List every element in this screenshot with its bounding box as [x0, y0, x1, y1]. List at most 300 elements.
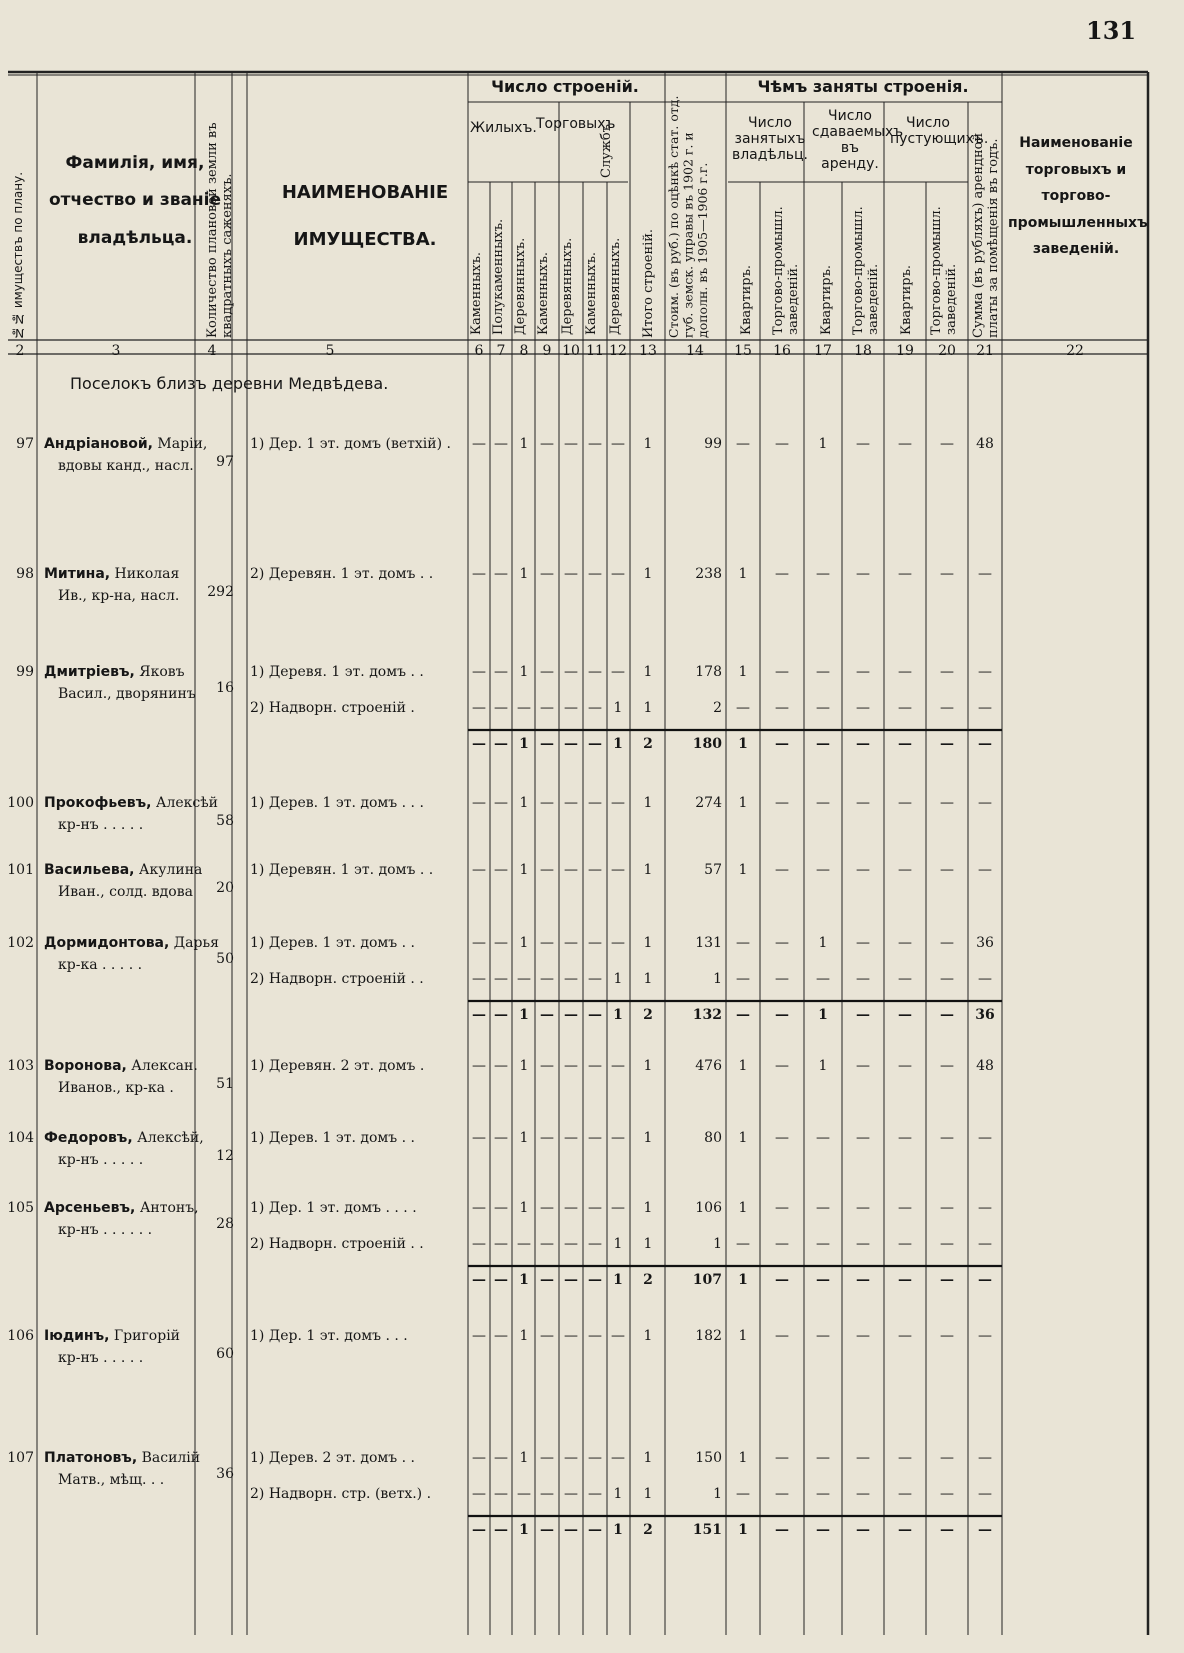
- column-number: 8: [519, 343, 529, 359]
- data-cell: —: [611, 436, 625, 452]
- header-rented: Число сдаваемыхъ въ аренду.: [812, 108, 904, 173]
- column-number: 20: [938, 343, 956, 359]
- total-cell: 1: [519, 1007, 529, 1023]
- data-cell: —: [564, 935, 578, 951]
- land-area: 16: [216, 680, 234, 696]
- data-cell: —: [816, 1236, 830, 1252]
- data-cell: —: [611, 1450, 625, 1466]
- land-area: 12: [216, 1148, 234, 1164]
- header-col17: Квартиръ.: [819, 264, 834, 335]
- data-cell: —: [978, 1130, 992, 1146]
- data-cell: —: [494, 1236, 508, 1252]
- data-cell: —: [494, 1450, 508, 1466]
- data-cell: —: [540, 971, 554, 987]
- data-cell: 1: [519, 664, 529, 680]
- total-cell: —: [775, 1007, 789, 1023]
- owner-given: Маріи,: [152, 436, 208, 452]
- data-cell: 1: [519, 436, 529, 452]
- value-rub: 1: [713, 971, 722, 987]
- data-cell: —: [775, 1130, 789, 1146]
- land-area: 58: [216, 813, 234, 829]
- data-cell: —: [898, 1236, 912, 1252]
- data-cell: —: [564, 1130, 578, 1146]
- data-cell: 1: [818, 436, 828, 452]
- data-cell: —: [856, 700, 870, 716]
- owner-surname: Арсеньевъ,: [44, 1200, 136, 1216]
- data-cell: 1: [738, 1200, 748, 1216]
- value-rub: 238: [695, 566, 722, 582]
- data-cell: —: [940, 1236, 954, 1252]
- data-cell: —: [856, 1200, 870, 1216]
- data-cell: —: [564, 664, 578, 680]
- data-cell: —: [472, 1236, 486, 1252]
- data-cell: —: [564, 566, 578, 582]
- data-cell: —: [940, 935, 954, 951]
- data-cell: —: [856, 1058, 870, 1074]
- owner-name: [44, 566, 179, 582]
- data-cell: —: [540, 1486, 554, 1502]
- owner-title: кр-нъ . . . . .: [58, 1350, 144, 1366]
- data-cell: —: [611, 1130, 625, 1146]
- data-cell: —: [898, 700, 912, 716]
- value-rub: 182: [695, 1328, 722, 1344]
- data-cell: —: [816, 664, 830, 680]
- data-cell: —: [940, 1200, 954, 1216]
- property-name: 1) Дер. 1 эт. домъ (ветхій) .: [250, 436, 451, 452]
- header-empty: Число пустующихъ.: [890, 115, 989, 148]
- header-land-area: Количество плановой земли въ квадратныхъ саженяхъ.: [205, 122, 235, 338]
- owner-surname: Андріановой,: [44, 436, 153, 452]
- data-cell: —: [472, 1450, 486, 1466]
- column-number: 16: [773, 343, 791, 359]
- section-title: Поселокъ близъ деревни Медвѣдева.: [70, 374, 389, 393]
- data-cell: —: [816, 862, 830, 878]
- data-cell: 1: [519, 862, 529, 878]
- data-cell: —: [540, 1058, 554, 1074]
- data-cell: 1: [818, 1058, 828, 1074]
- data-cell: 1: [643, 1450, 653, 1466]
- data-cell: —: [472, 700, 486, 716]
- data-cell: 1: [738, 795, 748, 811]
- plan-number: 97: [16, 436, 34, 452]
- header-service: Службъ.: [599, 119, 614, 178]
- plan-number: 103: [7, 1058, 34, 1074]
- data-cell: —: [540, 862, 554, 878]
- total-value: 132: [692, 1007, 722, 1023]
- plan-number: 100: [7, 795, 34, 811]
- total-cell: —: [898, 1522, 912, 1538]
- property-name: 1) Дер. 1 эт. домъ . . .: [250, 1328, 408, 1344]
- data-cell: 1: [613, 1486, 623, 1502]
- data-cell: 48: [976, 1058, 994, 1074]
- header-col18: Торгово-промышл. заведеній.: [851, 206, 881, 335]
- value-rub: 80: [704, 1130, 722, 1146]
- total-cell: —: [494, 736, 508, 752]
- data-cell: —: [540, 1328, 554, 1344]
- data-cell: —: [978, 664, 992, 680]
- total-cell: —: [564, 1007, 578, 1023]
- data-cell: —: [540, 795, 554, 811]
- property-name: 2) Надворн. стр. (ветх.) .: [250, 1486, 432, 1502]
- data-cell: —: [898, 795, 912, 811]
- column-number: 10: [562, 343, 580, 359]
- header-col21: Сумма (въ рубляхъ) арендной платы за помѣщенія въ годъ.: [971, 132, 1001, 338]
- data-cell: —: [856, 1486, 870, 1502]
- total-cell: 1: [613, 1272, 623, 1288]
- data-cell: —: [494, 1486, 508, 1502]
- total-cell: —: [472, 1522, 486, 1538]
- data-cell: —: [736, 1236, 750, 1252]
- owner-title: Иван., солд. вдова: [58, 884, 193, 900]
- value-rub: 178: [695, 664, 722, 680]
- data-cell: —: [472, 862, 486, 878]
- data-cell: —: [564, 1236, 578, 1252]
- total-cell: —: [978, 1272, 992, 1288]
- data-cell: 1: [643, 566, 653, 582]
- column-number: 12: [609, 343, 627, 359]
- data-cell: —: [494, 1328, 508, 1344]
- header-col15: Квартиръ.: [739, 264, 754, 335]
- data-cell: —: [564, 1058, 578, 1074]
- data-cell: —: [816, 971, 830, 987]
- data-cell: 1: [519, 1058, 529, 1074]
- total-cell: 1: [613, 1007, 623, 1023]
- data-cell: 1: [818, 935, 828, 951]
- data-cell: —: [588, 664, 602, 680]
- data-cell: —: [816, 1328, 830, 1344]
- data-cell: —: [564, 436, 578, 452]
- data-cell: —: [898, 1200, 912, 1216]
- data-cell: —: [775, 1236, 789, 1252]
- plan-number: 102: [7, 935, 34, 951]
- data-cell: —: [856, 1130, 870, 1146]
- header-col13: Итого строеній.: [641, 228, 656, 338]
- owner-name: [44, 1200, 199, 1216]
- data-cell: 1: [738, 566, 748, 582]
- data-cell: —: [588, 1236, 602, 1252]
- owner-name: [44, 1450, 200, 1466]
- column-number: 6: [474, 343, 484, 359]
- total-cell: —: [856, 1272, 870, 1288]
- data-cell: —: [611, 935, 625, 951]
- data-cell: 1: [643, 1058, 653, 1074]
- data-cell: —: [540, 1200, 554, 1216]
- total-cell: —: [856, 1522, 870, 1538]
- owner-name: [44, 935, 219, 951]
- data-cell: —: [540, 664, 554, 680]
- data-cell: —: [898, 1328, 912, 1344]
- data-cell: —: [494, 795, 508, 811]
- data-cell: —: [856, 1328, 870, 1344]
- data-cell: 1: [643, 971, 653, 987]
- land-area: 51: [216, 1076, 234, 1092]
- data-cell: —: [472, 935, 486, 951]
- column-number: 22: [1066, 343, 1084, 359]
- header-col22: Наименованіе торговыхъ и торгово-промышленныхъ заведеній.: [1008, 135, 1148, 258]
- owner-given: Антонъ,: [135, 1200, 199, 1216]
- total-cell: 1: [738, 1272, 748, 1288]
- data-cell: 1: [613, 1236, 623, 1252]
- plan-number: 98: [16, 566, 34, 582]
- owner-title: Иванов., кр-ка .: [58, 1080, 174, 1096]
- value-rub: 2: [713, 700, 722, 716]
- value-rub: 274: [695, 795, 722, 811]
- data-cell: —: [940, 700, 954, 716]
- data-cell: 1: [738, 1130, 748, 1146]
- plan-number: 101: [7, 862, 34, 878]
- land-area: 50: [216, 951, 234, 967]
- data-cell: —: [940, 566, 954, 582]
- property-name: 1) Деревя. 1 эт. домъ . .: [250, 664, 424, 680]
- total-cell: —: [564, 736, 578, 752]
- data-cell: —: [564, 1328, 578, 1344]
- data-cell: —: [775, 795, 789, 811]
- data-cell: 36: [976, 935, 994, 951]
- owner-surname: Дормидонтова,: [44, 935, 170, 951]
- data-cell: 1: [519, 1200, 529, 1216]
- owner-surname: Воронова,: [44, 1058, 127, 1074]
- plan-number: 105: [7, 1200, 34, 1216]
- owner-given: Яковъ: [134, 664, 185, 680]
- header-col9: Каменныхъ.: [536, 251, 551, 335]
- total-cell: 1: [519, 1272, 529, 1288]
- property-name: 1) Деревян. 2 эт. домъ .: [250, 1058, 425, 1074]
- owner-given: Василій: [137, 1450, 201, 1466]
- value-rub: 1: [713, 1236, 722, 1252]
- data-cell: —: [564, 971, 578, 987]
- column-number: 19: [896, 343, 914, 359]
- data-cell: —: [940, 971, 954, 987]
- data-cell: —: [736, 700, 750, 716]
- owner-given: Алексѣй: [151, 795, 219, 811]
- data-cell: —: [856, 1450, 870, 1466]
- data-cell: —: [588, 1486, 602, 1502]
- data-cell: —: [494, 566, 508, 582]
- data-cell: —: [775, 1058, 789, 1074]
- column-number: 2: [15, 343, 25, 359]
- total-cell: —: [494, 1007, 508, 1023]
- header-col12: Деревянныхъ.: [608, 237, 623, 335]
- data-cell: —: [611, 1328, 625, 1344]
- column-number: 5: [325, 343, 335, 359]
- property-name: 2) Надворн. строеній .: [250, 700, 415, 716]
- owner-surname: Митина,: [44, 566, 111, 582]
- column-number: 3: [111, 343, 121, 359]
- data-cell: —: [564, 1486, 578, 1502]
- data-cell: —: [898, 862, 912, 878]
- property-name: 1) Дерев. 1 эт. домъ . .: [250, 1130, 416, 1146]
- total-cell: —: [494, 1272, 508, 1288]
- data-cell: —: [611, 1200, 625, 1216]
- data-cell: —: [940, 795, 954, 811]
- property-name: 1) Дерев. 1 эт. домъ . . .: [250, 795, 424, 811]
- owner-title: Васил., дворянинъ: [58, 686, 196, 702]
- owner-surname: Платоновъ,: [44, 1450, 138, 1466]
- data-cell: —: [978, 862, 992, 878]
- owner-name: [44, 795, 218, 811]
- data-cell: —: [564, 862, 578, 878]
- value-rub: 57: [704, 862, 722, 878]
- column-number: 4: [207, 343, 217, 359]
- data-cell: 1: [643, 700, 653, 716]
- data-cell: —: [940, 1450, 954, 1466]
- total-cell: 2: [643, 736, 653, 752]
- data-cell: —: [898, 935, 912, 951]
- data-cell: —: [856, 566, 870, 582]
- owner-surname: Прокофьевъ,: [44, 795, 152, 811]
- total-cell: 1: [818, 1007, 828, 1023]
- column-number: 18: [854, 343, 872, 359]
- data-cell: —: [775, 1450, 789, 1466]
- header-property: НАИМЕНОВАНІЕ ИМУЩЕСТВА.: [281, 182, 449, 250]
- data-cell: —: [775, 1328, 789, 1344]
- land-area: 28: [216, 1216, 234, 1232]
- data-cell: —: [588, 436, 602, 452]
- column-number: 14: [686, 343, 704, 359]
- data-cell: —: [898, 1486, 912, 1502]
- data-cell: 1: [519, 1328, 529, 1344]
- total-cell: —: [540, 1272, 554, 1288]
- total-cell: —: [564, 1522, 578, 1538]
- data-cell: 1: [643, 862, 653, 878]
- column-number: 15: [734, 343, 752, 359]
- total-cell: 1: [519, 736, 529, 752]
- data-cell: —: [816, 566, 830, 582]
- owner-name: [44, 862, 202, 878]
- header-plan-number: №№ имуществъ по плану.: [11, 171, 25, 340]
- data-cell: —: [775, 664, 789, 680]
- data-cell: —: [588, 795, 602, 811]
- owner-title: Матв., мѣщ. . .: [58, 1472, 165, 1488]
- total-cell: —: [940, 1272, 954, 1288]
- data-cell: —: [540, 566, 554, 582]
- data-cell: 1: [643, 1236, 653, 1252]
- data-cell: 1: [519, 935, 529, 951]
- data-cell: —: [472, 971, 486, 987]
- header-col10: Деревянныхъ.: [560, 237, 575, 335]
- property-name: 1) Деревян. 1 эт. домъ . .: [250, 862, 434, 878]
- data-cell: —: [775, 935, 789, 951]
- value-rub: 1: [713, 1486, 722, 1502]
- data-cell: —: [564, 1450, 578, 1466]
- total-cell: —: [816, 1522, 830, 1538]
- data-cell: —: [898, 971, 912, 987]
- data-cell: —: [611, 664, 625, 680]
- total-cell: —: [940, 1522, 954, 1538]
- data-cell: —: [588, 1130, 602, 1146]
- data-cell: —: [588, 971, 602, 987]
- total-cell: —: [564, 1272, 578, 1288]
- total-cell: —: [588, 1272, 602, 1288]
- header-buildings-group: Число строеній.: [491, 77, 639, 96]
- total-cell: 2: [643, 1272, 653, 1288]
- data-cell: —: [856, 935, 870, 951]
- column-number: 7: [496, 343, 506, 359]
- data-cell: —: [494, 1200, 508, 1216]
- data-cell: —: [898, 566, 912, 582]
- data-cell: —: [472, 1058, 486, 1074]
- data-cell: —: [494, 700, 508, 716]
- data-cell: —: [978, 1486, 992, 1502]
- plan-number: 104: [7, 1130, 34, 1146]
- owner-surname: Федоровъ,: [44, 1130, 133, 1146]
- data-cell: —: [978, 700, 992, 716]
- total-cell: —: [898, 736, 912, 752]
- data-cell: —: [940, 862, 954, 878]
- data-cell: —: [472, 436, 486, 452]
- data-cell: —: [898, 1130, 912, 1146]
- data-cell: —: [856, 971, 870, 987]
- data-cell: —: [978, 971, 992, 987]
- land-area: 20: [216, 880, 234, 896]
- data-cell: —: [816, 1486, 830, 1502]
- data-cell: —: [898, 664, 912, 680]
- total-cell: —: [540, 1522, 554, 1538]
- data-cell: —: [940, 1130, 954, 1146]
- data-cell: 1: [738, 1328, 748, 1344]
- data-cell: —: [588, 700, 602, 716]
- column-number: 17: [814, 343, 832, 359]
- data-cell: 1: [519, 566, 529, 582]
- data-cell: —: [494, 664, 508, 680]
- data-cell: —: [564, 1200, 578, 1216]
- plan-number: 106: [7, 1328, 34, 1344]
- data-cell: 1: [643, 935, 653, 951]
- data-cell: 1: [613, 971, 623, 987]
- column-number: 13: [639, 343, 657, 359]
- owner-surname: Васильева,: [44, 862, 135, 878]
- data-cell: —: [775, 1200, 789, 1216]
- data-cell: —: [588, 566, 602, 582]
- data-cell: —: [564, 700, 578, 716]
- data-cell: —: [978, 1236, 992, 1252]
- data-cell: —: [856, 795, 870, 811]
- column-number: 21: [976, 343, 994, 359]
- data-cell: 1: [643, 664, 653, 680]
- data-cell: —: [940, 1058, 954, 1074]
- total-cell: 1: [738, 1522, 748, 1538]
- data-cell: 1: [643, 1486, 653, 1502]
- owner-title: кр-нъ . . . . .: [58, 817, 144, 833]
- data-cell: —: [588, 1450, 602, 1466]
- total-cell: 2: [643, 1522, 653, 1538]
- header-col6: Каменныхъ.: [469, 251, 484, 335]
- data-cell: —: [775, 862, 789, 878]
- data-cell: —: [494, 1058, 508, 1074]
- header-living: Жилыхъ.: [470, 120, 537, 136]
- header-owner: Фамилія, имя, отчество и званіе владѣльца.: [48, 153, 222, 248]
- total-cell: —: [736, 1007, 750, 1023]
- total-cell: 1: [613, 736, 623, 752]
- owner-title: кр-нъ . . . . . .: [58, 1222, 153, 1238]
- value-rub: 476: [695, 1058, 722, 1074]
- data-cell: —: [978, 795, 992, 811]
- owner-name: [44, 436, 207, 452]
- data-cell: —: [816, 795, 830, 811]
- data-cell: —: [540, 436, 554, 452]
- total-cell: —: [978, 736, 992, 752]
- total-cell: —: [472, 1007, 486, 1023]
- total-cell: 1: [738, 736, 748, 752]
- total-cell: 1: [519, 1522, 529, 1538]
- data-cell: —: [978, 1450, 992, 1466]
- total-cell: —: [775, 736, 789, 752]
- header-col14: Стоим. (въ руб.) по оцѣнкѣ стат. отд. губ. земск. управы въ 1902 г. и дополн. въ 1905—1906 г.г.: [666, 95, 710, 338]
- owner-given: Николая: [110, 566, 180, 582]
- data-cell: —: [611, 862, 625, 878]
- data-cell: —: [816, 700, 830, 716]
- data-cell: —: [588, 935, 602, 951]
